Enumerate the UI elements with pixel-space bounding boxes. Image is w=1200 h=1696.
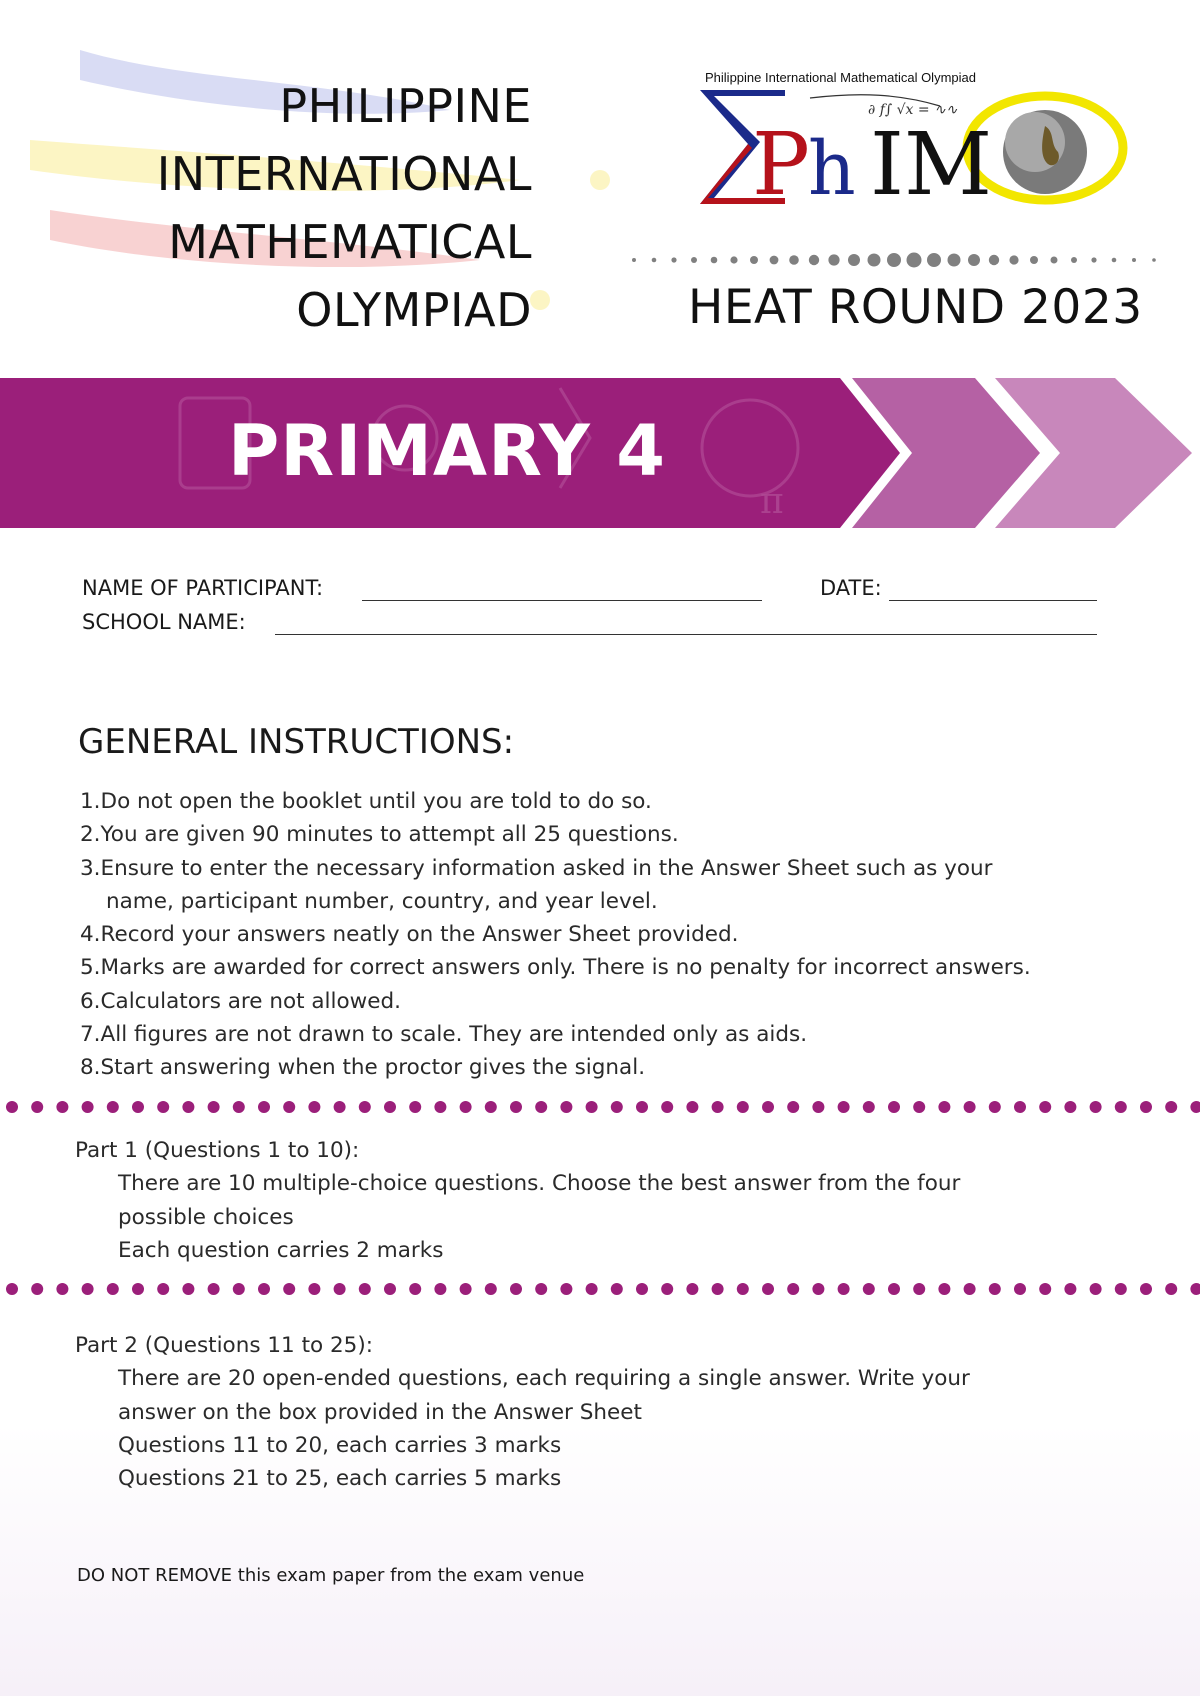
section-dot-divider [0,1097,1200,1117]
part-2-section [75,1329,970,1495]
school-name-blank[interactable] [275,634,1097,635]
section-dot-divider [0,1279,1200,1299]
part-1-line: Each question carries 2 marks [118,1237,444,1263]
svg-text:IM: IM [870,115,993,215]
instruction-item: 1.Do not open the booklet until you are told to do so. [80,789,652,814]
school-name-label: SCHOOL NAME: [82,610,246,634]
instruction-item: 3.Ensure to enter the necessary information asked in the Answer Sheet such as your [80,855,993,881]
part-2-line: answer on the box provided in the Answer Sheet [118,1399,642,1425]
participant-name-blank[interactable] [362,600,762,601]
instructions-list [80,785,1031,1085]
footer-note: DO NOT REMOVE this exam paper from the exam venue [77,1565,585,1586]
instruction-item: 2.You are given 90 minutes to attempt all 25 questions. [80,822,679,848]
part-1-section [75,1134,960,1267]
title-line-2: INTERNATIONAL [156,147,532,201]
part-1-line: possible choices [118,1204,294,1230]
competition-title [90,72,532,344]
title-line-1: PHILIPPINE [279,79,532,133]
part-2-line: There are 20 open-ended questions, each requiring a single answer. Write your [118,1366,970,1392]
logo-ph-text: P [752,115,810,215]
instruction-item: 6.Calculators are not allowed. [80,988,401,1014]
part-1-line: There are 10 multiple-choice questions. Choose the best answer from the four [118,1171,961,1197]
date-label: DATE: [820,576,882,600]
svg-text:∂ f∫ √x = ∿∿: ∂ f∫ √x = ∿∿ [868,102,958,118]
part-2-line: Questions 21 to 25, each carries 5 marks [118,1466,562,1492]
part-2-heading: Part 2 (Questions 11 to 25): [75,1333,373,1358]
title-line-3: MATHEMATICAL [168,215,532,269]
instruction-item-continuation: name, participant number, country, and year level. [106,888,658,914]
logo-dot-divider [630,250,1170,270]
instruction-item: 7.All figures are not drawn to scale. They are intended only as aids. [80,1022,808,1048]
title-line-4: OLYMPIAD [296,283,532,337]
instruction-item: 4.Record your answers neatly on the Answer Sheet provided. [80,922,739,948]
part-1-heading: Part 1 (Questions 1 to 10): [75,1138,360,1163]
svg-text:h: h [808,126,856,212]
instruction-item: 8.Start answering when the proctor gives the signal. [80,1055,646,1081]
participant-name-label: NAME OF PARTICIPANT: [82,576,324,600]
part-2-line: Questions 11 to 20, each carries 3 marks [118,1432,562,1458]
logo-caption: Philippine International Mathematical Olympiad [705,70,976,85]
instruction-item: 5.Marks are awarded for correct answers only. There is no penalty for incorrect answers. [80,955,1031,981]
round-title: HEAT ROUND 2023 [688,280,1143,335]
phimo-logo [690,66,1140,216]
date-blank[interactable] [889,600,1097,601]
instructions-title: GENERAL INSTRUCTIONS: [78,722,515,762]
svg-text:π: π [760,481,784,522]
level-label: PRIMARY 4 [228,410,666,492]
